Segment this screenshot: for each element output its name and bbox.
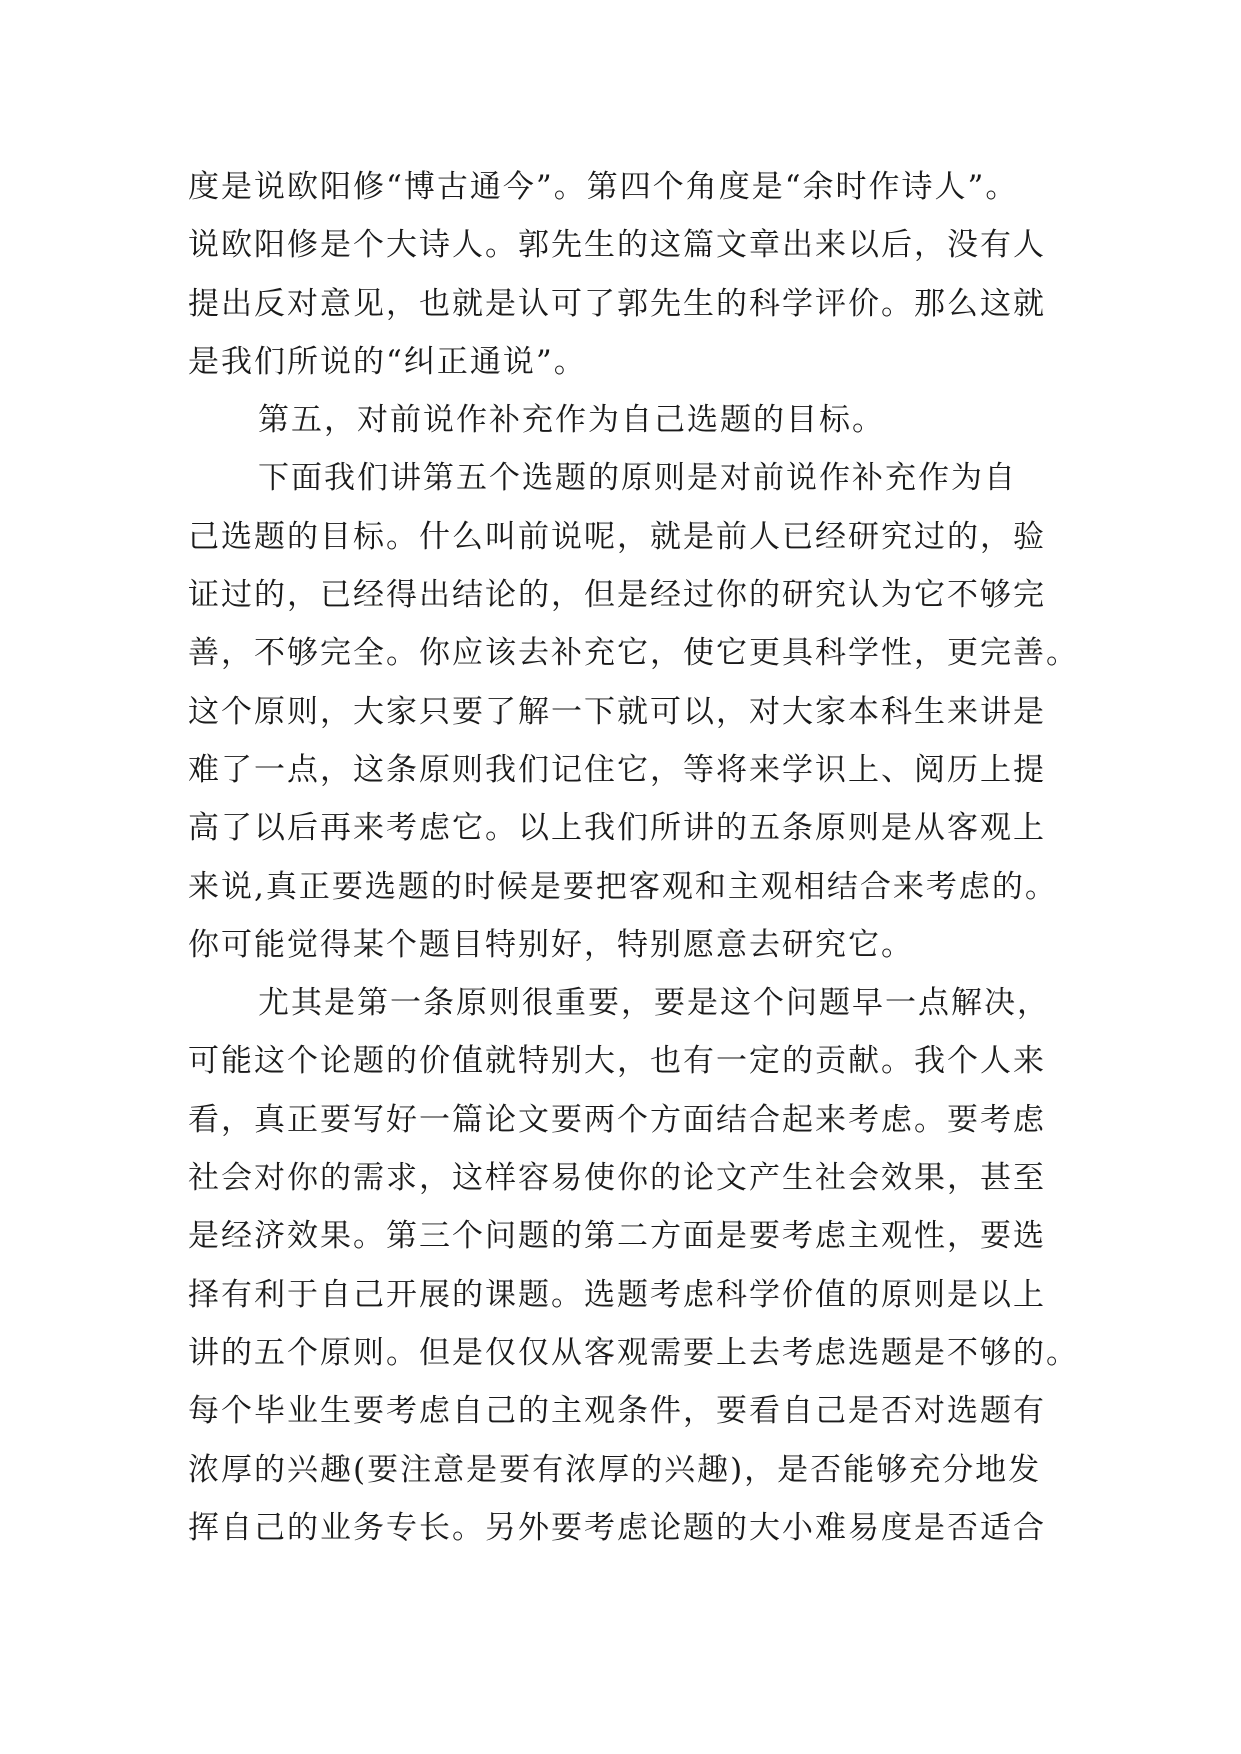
paragraph-first-line: 下面我们讲第五个选题的原则是对前说作补充作为自: [258, 460, 1017, 497]
text-line: 可能这个论题的价值就特别大，也有一定的贡献。我个人来: [188, 1043, 1046, 1080]
text-line: 挥自己的业务专长。另外要考虑论题的大小难易度是否适合: [188, 1509, 1046, 1546]
text-line: 你可能觉得某个题目特别好，特别愿意去研究它。: [188, 926, 914, 963]
text-line: 社会对你的需求，这样容易使你的论文产生社会效果，甚至: [188, 1160, 1046, 1197]
paragraph-first-line: 尤其是第一条原则很重要，要是这个问题早一点解决，: [258, 985, 1050, 1022]
text-line: 来说,真正要选题的时候是要把客观和主观相结合来考虑的。: [188, 868, 1058, 905]
text-line: 是我们所说的“纠正通说”。: [188, 343, 587, 380]
text-line: 提出反对意见，也就是认可了郭先生的科学评价。那么这就: [188, 285, 1046, 322]
text-line: 证过的，已经得出结论的，但是经过你的研究认为它不够完: [188, 577, 1046, 614]
paragraph-first-line: 第五，对前说作补充作为自己选题的目标。: [258, 402, 885, 439]
text-line: 是经济效果。第三个问题的第二方面是要考虑主观性，要选: [188, 1218, 1046, 1255]
text-line: 这个原则，大家只要了解一下就可以，对大家本科生来讲是: [188, 693, 1046, 730]
text-line: 己选题的目标。什么叫前说呢，就是前人已经研究过的，验: [188, 518, 1046, 555]
text-line: 说欧阳修是个大诗人。郭先生的这篇文章出来以后，没有人: [188, 227, 1046, 264]
document-body: [188, 158, 1079, 1557]
text-line: 高了以后再来考虑它。以上我们所讲的五条原则是从客观上: [188, 810, 1046, 847]
text-line: 择有利于自己开展的课题。选题考虑科学价值的原则是以上: [188, 1276, 1046, 1313]
text-line: 度是说欧阳修“博古通今”。第四个角度是“余时作诗人”。: [188, 169, 1019, 205]
text-line: 难了一点，这条原则我们记住它，等将来学识上、阅历上提: [188, 751, 1046, 788]
text-line: 每个毕业生要考虑自己的主观条件，要看自己是否对选题有: [188, 1393, 1046, 1430]
text-line: 浓厚的兴趣(要注意是要有浓厚的兴趣)，是否能够充分地发: [188, 1451, 1042, 1488]
text-line: 看，真正要写好一篇论文要两个方面结合起来考虑。要考虑: [188, 1101, 1046, 1138]
text-line: 善，不够完全。你应该去补充它，使它更具科学性，更完善。: [188, 635, 1079, 672]
text-line: 讲的五个原则。但是仅仅从客观需要上去考虑选题是不够的。: [188, 1334, 1079, 1371]
